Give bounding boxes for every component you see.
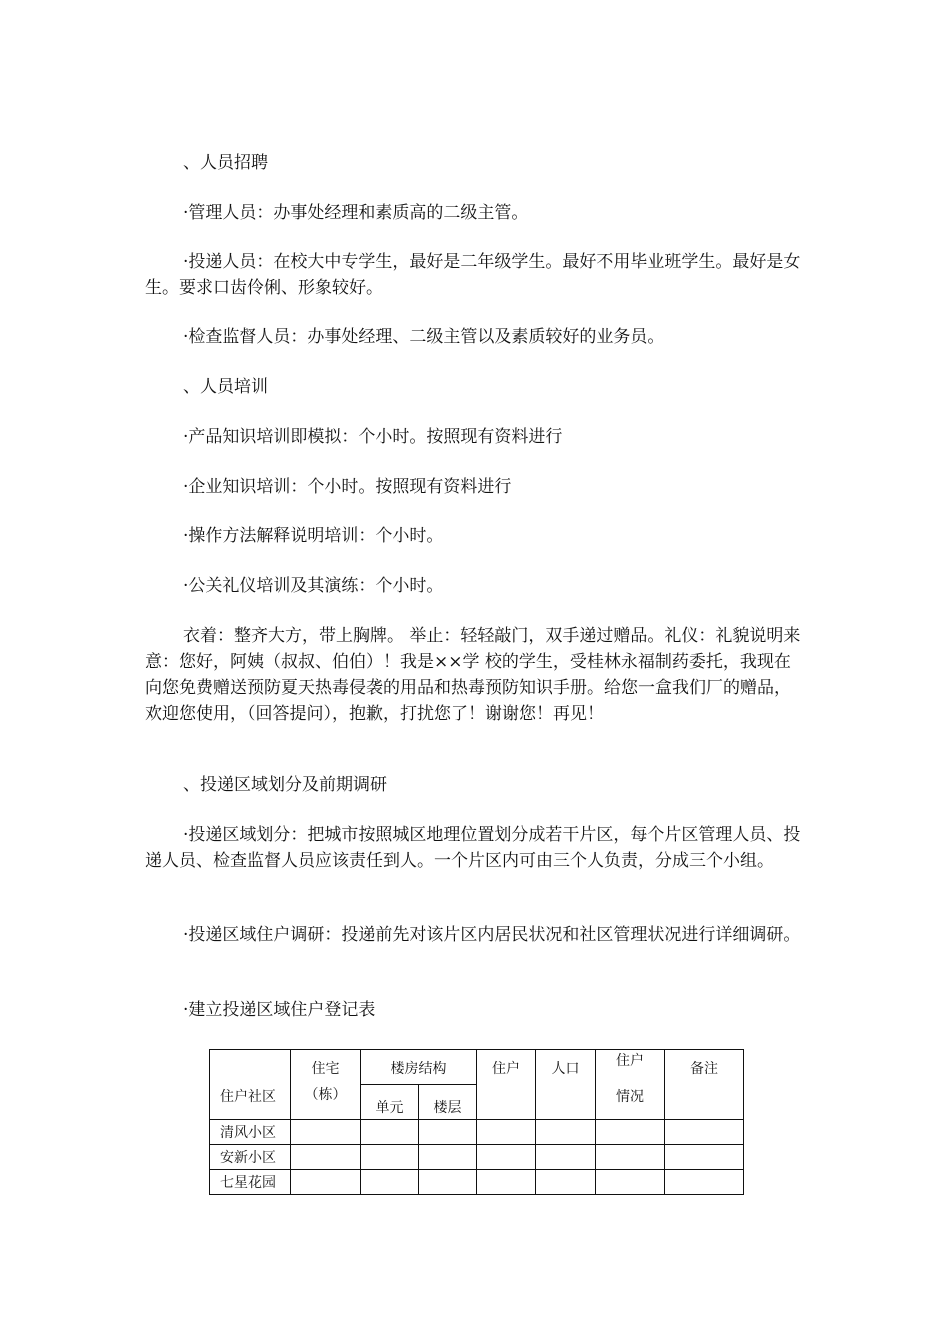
household-registration-table bbox=[209, 1049, 744, 1195]
header-structure: 楼房结构 bbox=[361, 1050, 477, 1085]
paragraph-operation-training: ·操作方法解释说明培训：个小时。 bbox=[183, 526, 444, 546]
header-building bbox=[291, 1050, 361, 1120]
header-floor: 楼层 bbox=[419, 1085, 477, 1120]
section-heading-training: 、人员培训 bbox=[183, 377, 268, 397]
paragraph-etiquette-training: ·公关礼仪培训及其演练：个小时。 bbox=[183, 576, 444, 596]
header-remarks: 备注 bbox=[665, 1050, 744, 1120]
section-heading-delivery-area: 、投递区域划分及前期调研 bbox=[183, 775, 387, 795]
row-community-name: 七星花园 bbox=[210, 1170, 291, 1195]
header-situation-line1: 住户 bbox=[616, 1053, 644, 1069]
paragraph-inspection-staff: ·检查监督人员：办事处经理、二级主管以及素质较好的业务员。 bbox=[183, 327, 665, 347]
paragraph-registration-form: ·建立投递区域住户登记表 bbox=[183, 1000, 376, 1020]
paragraph-product-training: ·产品知识培训即模拟：个小时。按照现有资料进行 bbox=[183, 427, 563, 447]
paragraph-delivery-staff: ·投递人员：在校大中专学生，最好是二年级学生。最好不用毕业班学生。最好是女生。要求口齿伶俐、形象较好。 bbox=[145, 252, 801, 298]
row-community-name: 安新小区 bbox=[210, 1145, 291, 1170]
header-population: 人口 bbox=[536, 1050, 596, 1120]
header-situation bbox=[596, 1050, 665, 1120]
table-row bbox=[210, 1170, 744, 1195]
header-households: 住户 bbox=[477, 1050, 536, 1120]
header-building-line1: 住宅 bbox=[311, 1061, 340, 1077]
header-building-line2: （栋） bbox=[304, 1087, 347, 1103]
header-community: 住户社区 bbox=[210, 1050, 291, 1120]
section-heading-recruitment: 、人员招聘 bbox=[183, 153, 268, 173]
paragraph-area-research: ·投递区域住户调研：投递前先对该片区内居民状况和社区管理状况进行详细调研。 bbox=[183, 925, 801, 945]
table-row bbox=[210, 1120, 744, 1145]
paragraph-management-staff: ·管理人员：办事处经理和素质高的二级主管。 bbox=[183, 203, 529, 223]
header-situation-line2: 情况 bbox=[616, 1089, 644, 1105]
paragraph-dress-etiquette: 衣着：整齐大方，带上胸牌。 举止：轻轻敲门，双手递过赠品。礼仪：礼貌说明来意：您好，阿姨（叔叔、伯伯）！我是××学 校的学生，受桂林永福制药委托，我现在向您免费赠送预防夏天热毒侵袭的用品和热毒预防知识手册。给您一盒我们厂的赠品，欢迎您使用，（回答提问），抱歉，打扰您了！谢谢您！再见！ bbox=[145, 626, 801, 724]
table-row bbox=[210, 1145, 744, 1170]
paragraph-area-division: ·投递区域划分：把城市按照城区地理位置划分成若干片区，每个片区管理人员、投递人员、检查监督人员应该责任到人。一个片区内可由三个人负责，分成三个小组。 bbox=[145, 825, 801, 871]
row-community-name: 清风小区 bbox=[210, 1120, 291, 1145]
paragraph-company-training: ·企业知识培训：个小时。按照现有资料进行 bbox=[183, 477, 512, 497]
header-unit: 单元 bbox=[361, 1085, 419, 1120]
